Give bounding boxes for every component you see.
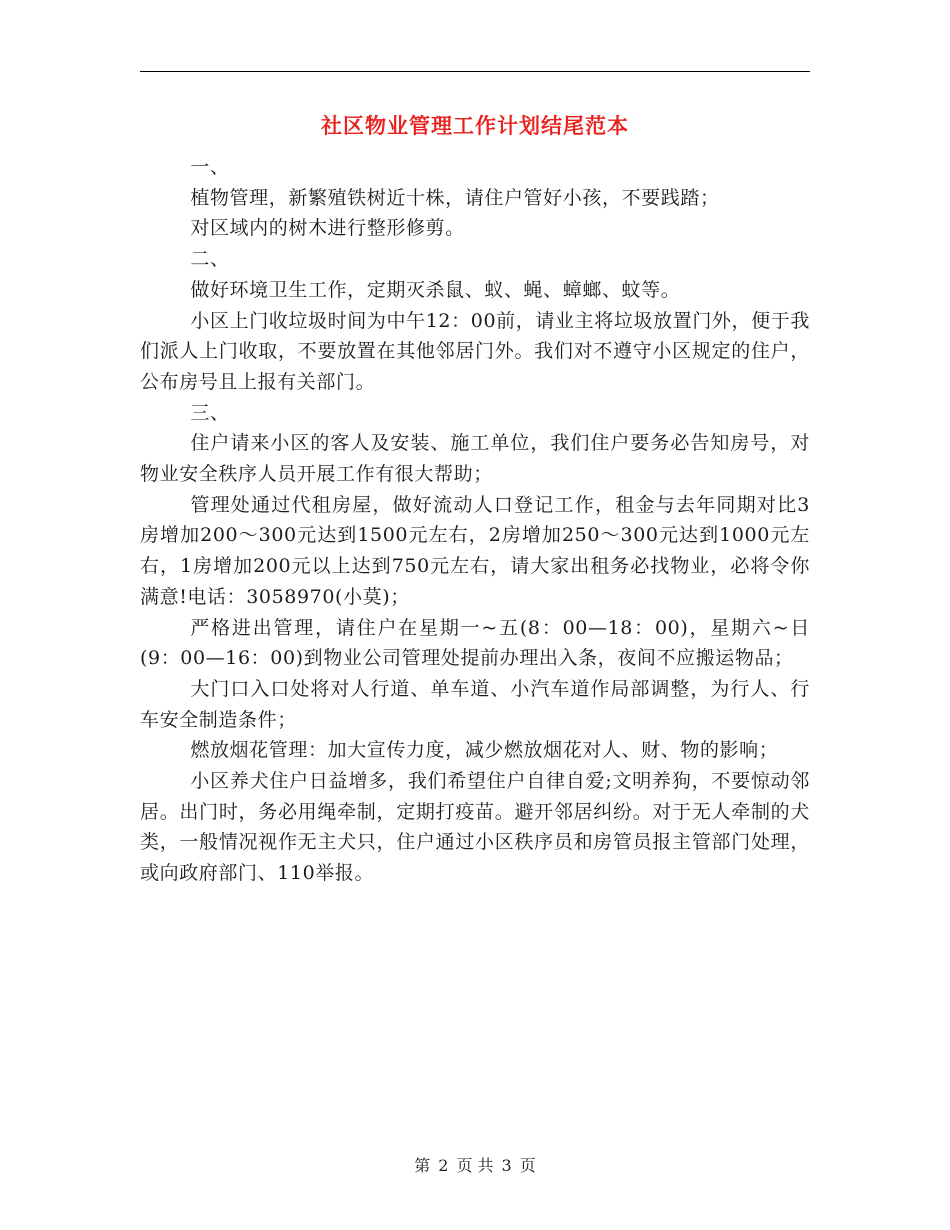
document-body xyxy=(140,152,810,889)
paragraph-rental-management: 管理处通过代租房屋，做好流动人口登记工作，租金与去年同期对比3房增加200～300元达到1500元左右，2房增加250～300元达到1000元左右，1房增加200元以上达到750元左右，请大家出租务必找物业，必将令你满意!电话：3058970(小莫)； xyxy=(140,493,810,608)
footer-suffix: 页 xyxy=(519,1156,536,1175)
paragraph-section-2-heading: 二、 xyxy=(190,248,230,271)
paragraph-access-control: 严格进出管理，请住户在星期一~五(8：00—18：00)，星期六~日(9：00—16：00)到物业公司管理处提前办理出入条，夜间不应搬运物品； xyxy=(140,616,810,670)
footer-mid: 页 共 xyxy=(456,1156,494,1175)
paragraph-section-3-heading: 三、 xyxy=(190,401,230,424)
paragraph-sanitation: 做好环境卫生工作，定期灭杀鼠、蚁、蝇、蟑螂、蚊等。 xyxy=(190,278,681,301)
paragraph-fireworks: 燃放烟花管理：加大宣传力度，减少燃放烟花对人、财、物的影响； xyxy=(190,739,779,762)
footer-prefix: 第 xyxy=(414,1156,431,1175)
paragraph-plant-management: 植物管理，新繁殖铁树近十株，请住户管好小孩，不要践踏； xyxy=(190,186,720,209)
paragraph-visitors: 住户请来小区的客人及安装、施工单位，我们住户要务必告知房号，对物业安全秩序人员开展工作有很大帮助； xyxy=(140,432,810,486)
footer-total-pages: 3 xyxy=(501,1156,512,1175)
document-title: 社区物业管理工作计划结尾范本 xyxy=(321,113,629,138)
header-rule xyxy=(140,71,810,72)
footer-current-page: 2 xyxy=(438,1156,449,1175)
paragraph-tree-pruning: 对区域内的树木进行整形修剪。 xyxy=(190,217,465,240)
paragraph-entrance-adjustment: 大门口入口处将对人行道、单车道、小汽车道作局部调整，为行人、行车安全制造条件； xyxy=(140,677,810,731)
paragraph-garbage-collection: 小区上门收垃圾时间为中午12：00前，请业主将垃圾放置门外，便于我们派人上门收取，不要放置在其他邻居门外。我们对不遵守小区规定的住户，公布房号且上报有关部门。 xyxy=(140,309,810,393)
paragraph-section-1-heading: 一、 xyxy=(190,156,230,178)
paragraph-dog-management: 小区养犬住户日益增多，我们希望住户自律自爱;文明养狗，不要惊动邻居。出门时，务必用绳牵制，定期打疫苗。避开邻居纠纷。对于无人牵制的犬类，一般情况视作无主犬只，住户通过小区秩序员和房管员报主管部门处理，或向政府部门、110举报。 xyxy=(140,770,810,885)
page-footer xyxy=(0,1154,950,1178)
